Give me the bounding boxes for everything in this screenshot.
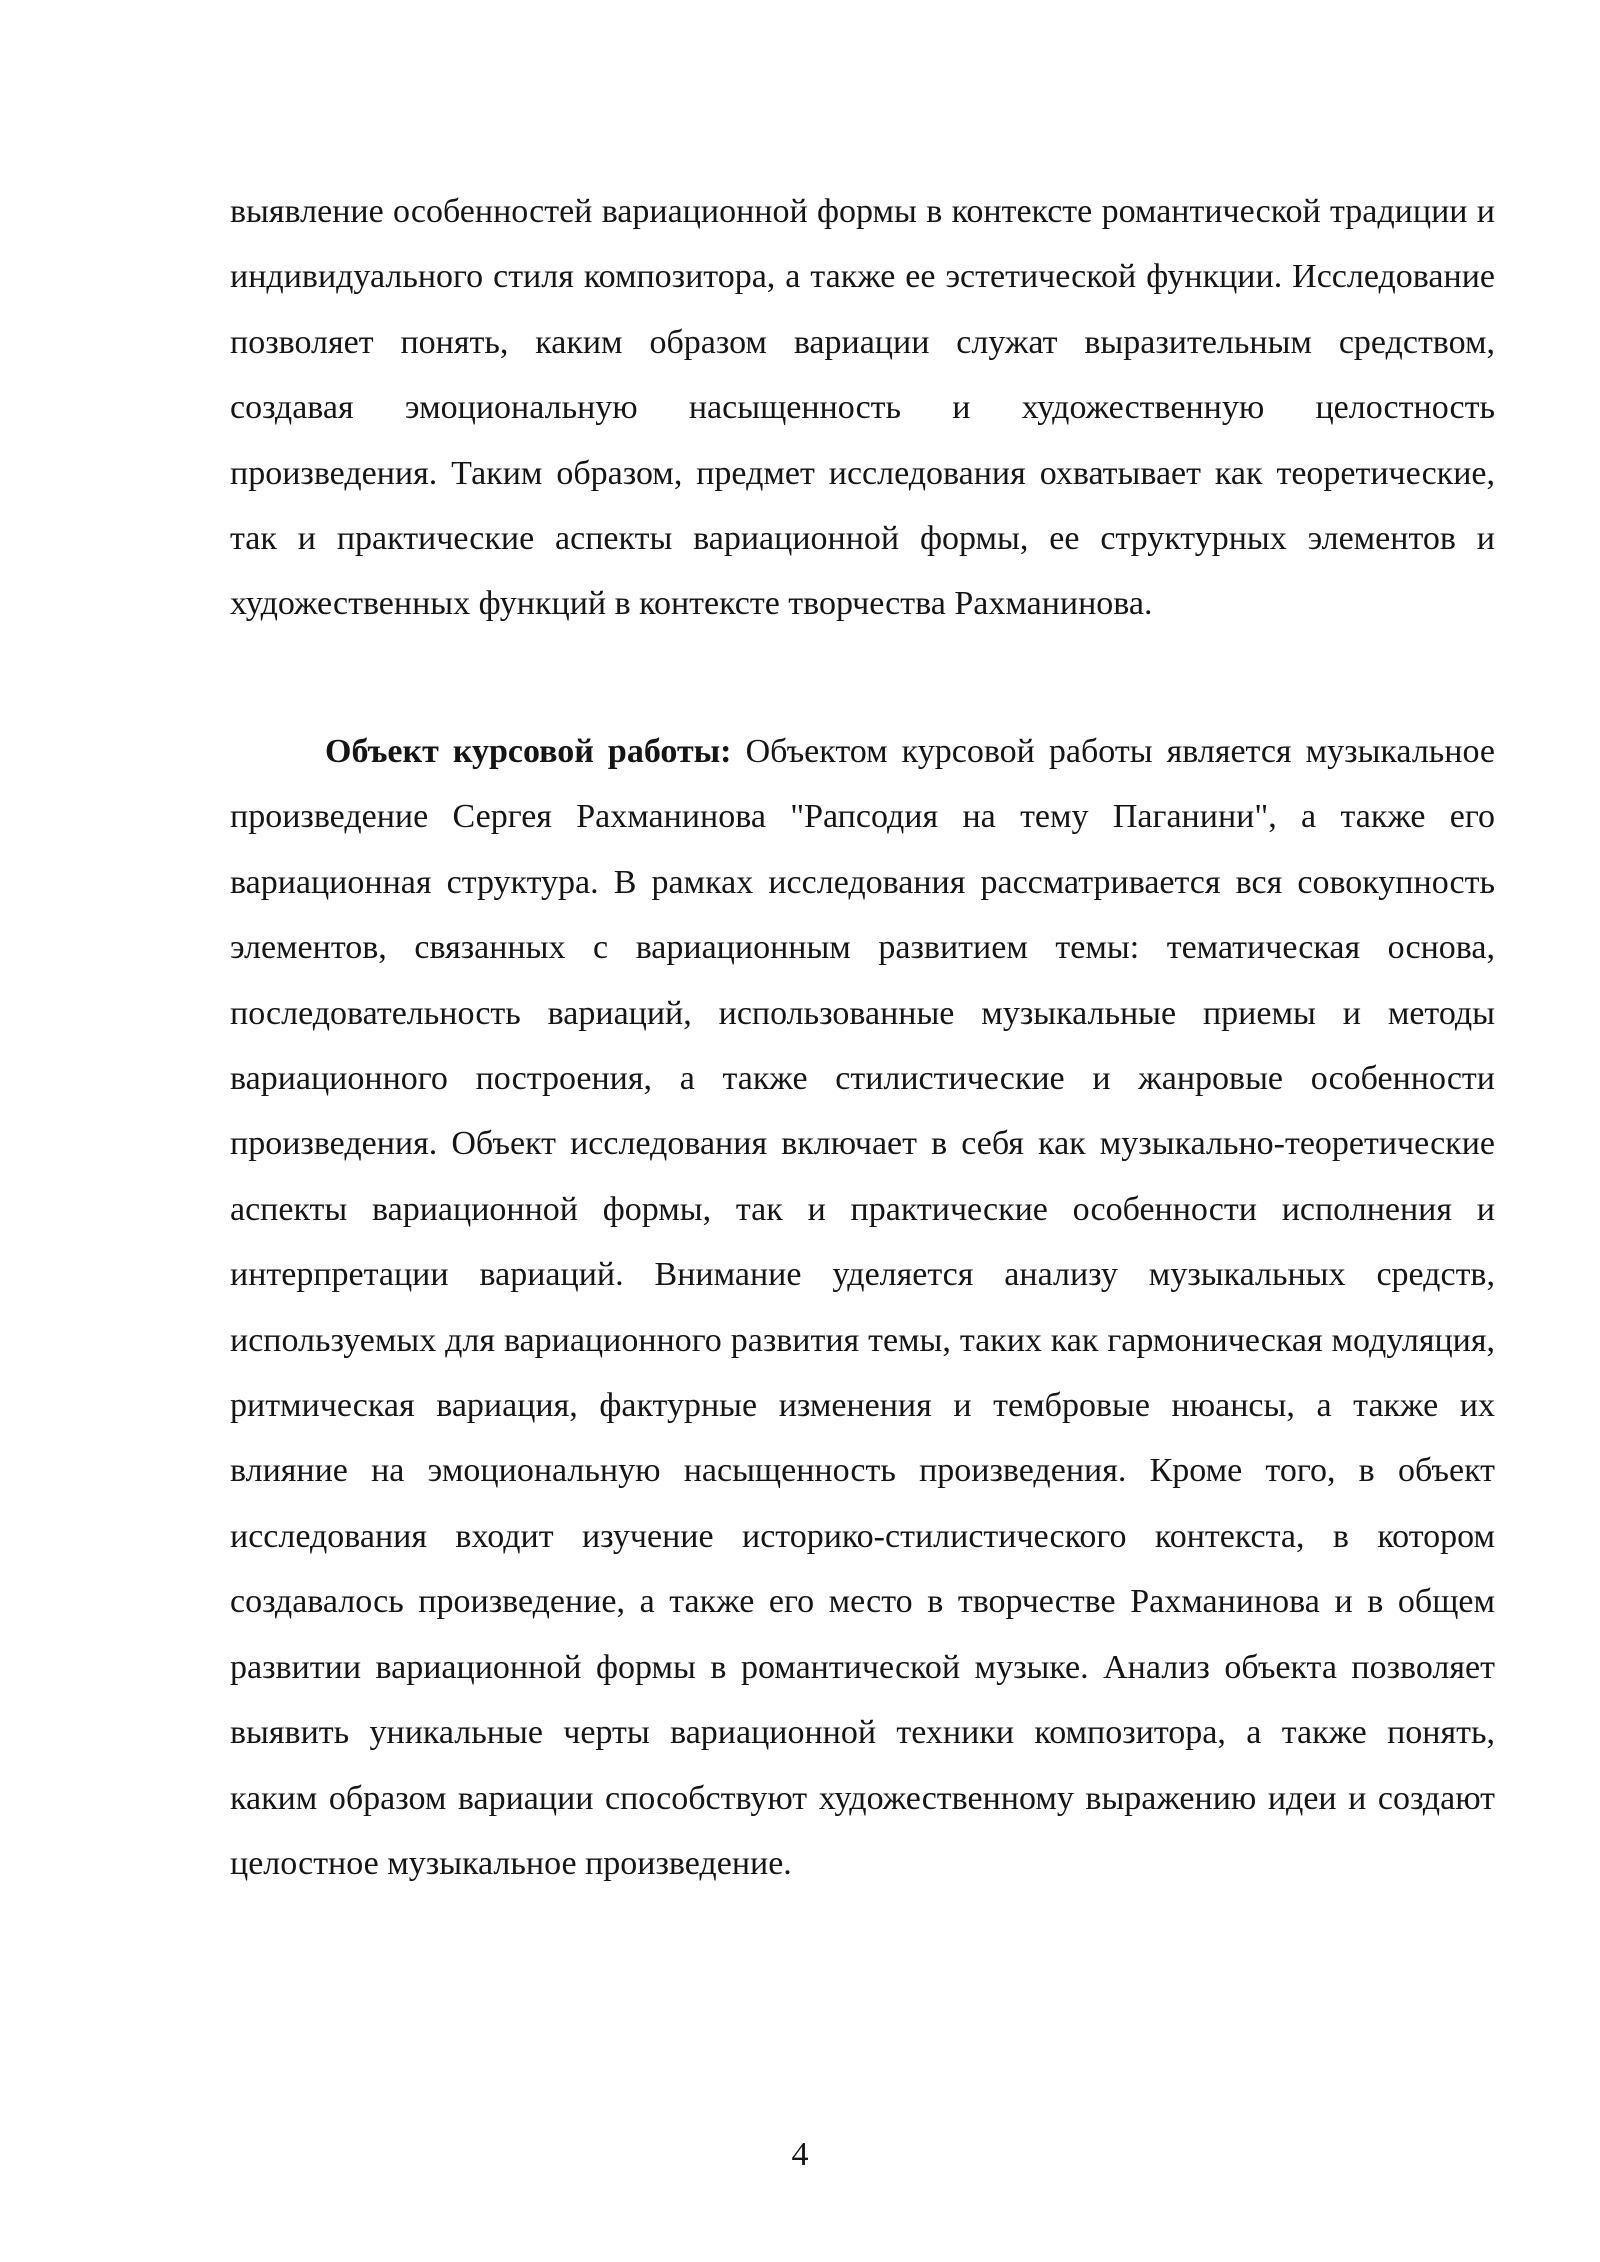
paragraph-subject-continuation: выявление особенностей вариационной формы в контексте романтической традиции и индивидуального стиля композитора, а также ее эстетической функции. Исследование позволяет понять, каким образом вариации служат выразительным средством, создавая эмоциональную насыщенность и художественную целостность произведения. Таким образом, предмет исследования охватывает как теоретические, так и практические аспекты вариационной формы, ее структурных элементов и художественных функций в контексте творчества Рахманинова. <box>230 193 1495 623</box>
paragraph-body-text: Объектом курсовой работы является музыкальное произведение Сергея Рахманинова "Рапсодия на тему Паганини", а также его вариационная структура. В рамках исследования рассматривается вся совокупность элементов, связанных с вариационным развитием темы: тематическая основа, последовательность вариаций, использованные музыкальные приемы и методы вариационного построения, а также стилистические и жанровые особенности произведения. Объект исследования включает в себя как музыкально-теоретические аспекты вариационной формы, так и практические особенности исполнения и интерпретации вариаций. Внимание уделяется анализу музыкальных средств, используемых для вариационного развития темы, таких как гармоническая модуляция, ритмическая вариация, фактурные изменения и тембровые нюансы, а также их влияние на эмоциональную насыщенность произведения. Кроме того, в объект исследования входит изучение историко-стилистического контекста, в котором создавалось произведение, а также его место в творчестве Рахманинова и в общем развитии вариационной формы в романтической музыке. Анализ объекта позволяет выявить уникальные черты вариационной техники композитора, а также понять, каким образом вариации способствуют художественному выражению идеи и создают целостное музыкальное произведение. <box>230 733 1495 1882</box>
paragraph-object-of-study <box>230 719 1495 1896</box>
paragraph-lead-heading: Объект курсовой работы: <box>325 733 732 770</box>
page-number: 4 <box>791 2136 809 2173</box>
